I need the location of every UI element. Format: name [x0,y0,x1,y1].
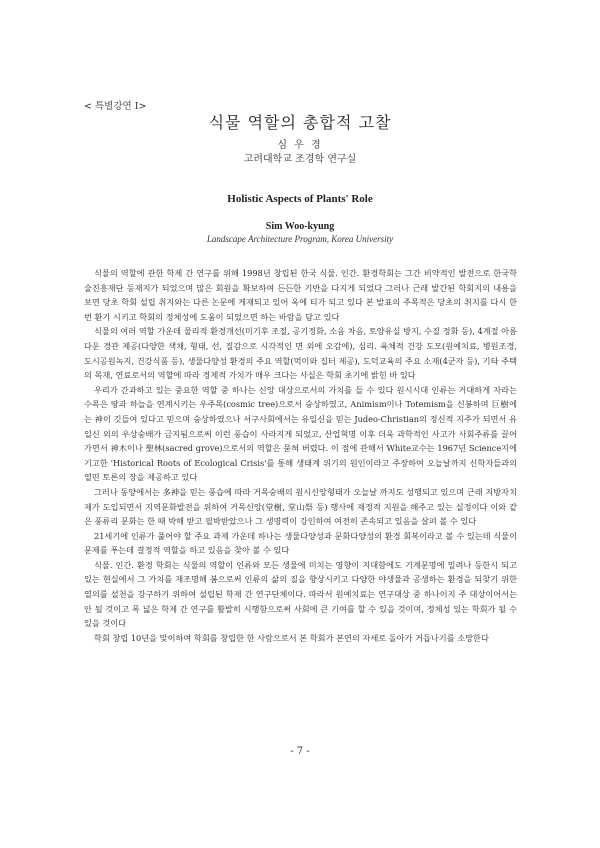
paragraph: 식물의 역할에 관한 학제 간 연구를 위해 1998년 창립된 한국 식물. 인간. 환경학회는 그간 비약적인 발전으로 한국학술진흥재단 등재지가 되었으며 많은 회원을 확보하여 든든한 기반을 다지게 되었다 그러나 근래 발간된 학회지의 내용을 보면 당초 학회 설립 취지와는 다른 논문에 게재되고 있어 옥에 티가 되고 있다 본 발표의 주목적은 당초의 취지를 다시 한번 환기 시키고 학회의 정체성에 도움이 되었으면 하는 바람을 담고 있다 [84,268,517,322]
korean-title: 식물 역할의 총합적 고찰 [208,113,392,132]
english-affiliation: Landscape Architecture Program, Korea University [206,234,394,244]
paragraph: 21세기에 인류가 풀어야 할 주요 과제 가운데 하나는 생물다양성과 문화다양성의 환경 회복이라고 볼 수 있는데 식물이 문제를 푸는데 결정적 역할을 하고 있음을 찾아 볼 수 있다 [84,530,517,556]
korean-author: 심 우 경 [277,140,323,151]
english-title: Holistic Aspects of Plants' Role [227,193,373,205]
korean-affiliation: 고려대학교 조경학 연구실 [243,154,357,165]
paragraph: 식물. 인간. 환경 학회는 식물의 역할이 인류와 모든 생물에 미치는 영향이 지대함에도 기계문명에 밀려나 등한시 되고 있는 현실에서 그 가치를 재조명해 봄으로써 인류의 삶의 질을 향상시키고 다양한 야생물과 공생하는 환경을 되찾기 위한 열의를 설천을 강구하기 위하여 설립된 학제 간 연구단체이다. 따라서 원예치료는 연구대상 중 하나이지 주 대상이어서는 안 될 것이고 폭 넓은 학제 간 연구를 활발히 시행함으로써 사회에 큰 기여를 할 수 있을 것이며, 정체성 있는 학회가 될 수 있을 것이다 [84,559,517,629]
paragraph: 그러나 동양에서는 多神을 믿는 풍습에 따라 거목숭배의 원시신앙형태가 오늘날 까지도 성행되고 있으며 근래 지방자치제가 도입되면서 지역문화발전을 위하여 거목신앙(堂樹, 堂山祭 등) 행사에 재정적 지원을 해주고 있는 실정이다 이와 같은 풍류리 문화는 한 때 박해 받고 필박받았으나 그 생명력이 강인하여 여전히 존속되고 있음을 살펴 볼 수 있다 [84,486,517,527]
english-author: Sim Woo-kyung [265,221,335,232]
paragraph: 우리가 간과하고 있는 중요한 역할 중 하나는 신앙 대상으로서의 가치를 들 수 있다 원시시대 인류는 거대하게 자라는 수목은 땅과 하늘을 연계시키는 우주목(cosmic tree)으로서 숭상하였고, Animism이나 Totemism을 신봉하며 巨樹에는 神이 깃들여 있다고 믿으며 숭상하였으나 서구사회에서는 유일신을 믿는 Judeo-Christian의 정신적 지주가 되면서 유일신 외의 우상숭배가 금지됨으로써 이런 풍습이 사라지게 되었고, 산업혁명 이후 더욱 과학적인 사고가 사회주류를 끌어가면서 神木이나 聖林(sacred grove)으로서의 역할은 묻혀 버렸다. 이 점에 관해서 White교수는 1967년 Science지에 기고한 'Historical Roots of Ecological Crisis'를 통해 생태계 위기의 원인이라고 주장하여 오늘날까지 신학자들과의 열띤 토론의 장을 제공하고 있다 [84,384,517,483]
paragraph: 식물의 여러 역할 가운데 물리적 환경개선(미기후 조절, 공기정화, 소음 차음, 토양유실 방지, 수질 정화 등), 4계절 아름다운 경관 제공(다양한 색채, 형태, 선, 질감으로 시각적인 면 외에 오감에), 심리. 육체적 건강 도모(원예치료, 병원조경, 도시공원녹지, 건강식품 등), 생물다양성 환경의 주요 역할(먹이와 집터 제공), 도덕교육의 주요 소재(4군자 등), 기타 주택의 목재, 연료로서의 역할에 따라 경제적 가치가 매우 크다는 사실은 학회 초기에 밝힌 바 있다 [84,326,517,381]
section-tag: < 특별강연 Ⅰ> [84,101,147,112]
body-text [84,266,517,645]
paragraph: 학회 창립 10년을 맞이하여 학회를 창립한 한 사람으로서 본 학회가 본연의 자세로 돌아가 거듭나기를 소망한다 [94,632,489,643]
page-number: - 7 - [290,746,310,757]
